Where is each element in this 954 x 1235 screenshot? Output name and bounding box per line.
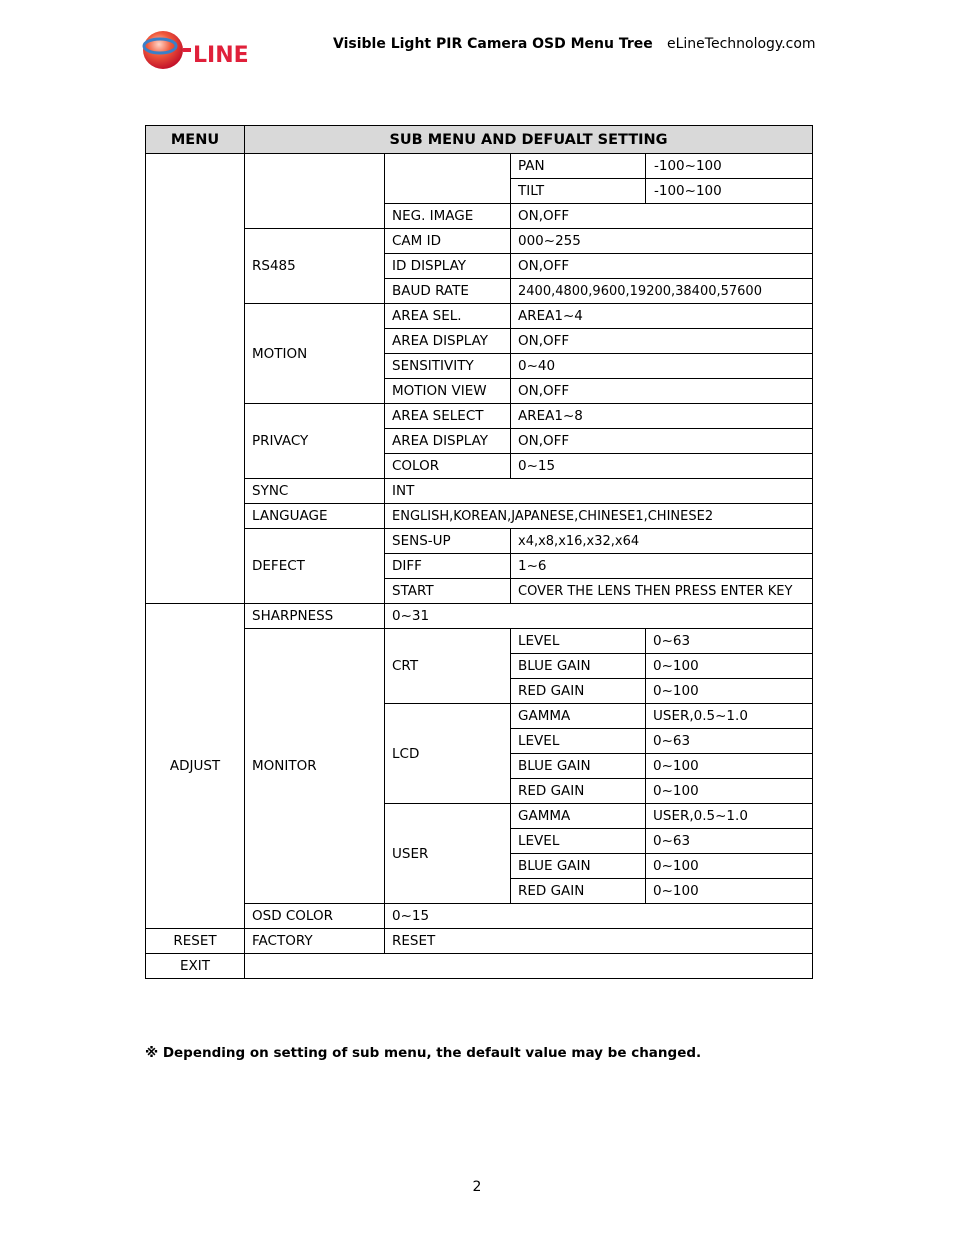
value-pan: -100~100 [646,154,813,179]
user-blue-gain-value: 0~100 [646,854,813,879]
item-start: START [385,579,511,604]
value-sensitivity: 0~40 [511,354,813,379]
value-sync: INT [385,479,813,504]
value-osd-color: 0~15 [385,904,813,929]
item-sensitivity: SENSITIVITY [385,354,511,379]
submenu-rs485: RS485 [245,229,385,304]
value-motion-view: ON,OFF [511,379,813,404]
user-gamma: GAMMA [511,804,646,829]
menu-exit: EXIT [146,954,245,979]
item-lcd: LCD [385,704,511,804]
value-cam-id: 000~255 [511,229,813,254]
crt-red-gain-value: 0~100 [646,679,813,704]
crt-level: LEVEL [511,629,646,654]
exit-cell-blank [245,954,813,979]
item-privacy-area-display: AREA DISPLAY [385,429,511,454]
table-row [146,629,813,654]
value-language: ENGLISH,KOREAN,JAPANESE,CHINESE1,CHINESE2 [385,504,813,529]
table-row [146,604,813,629]
item-motion-view: MOTION VIEW [385,379,511,404]
col-header-menu: MENU [146,126,245,154]
value-neg-image: ON,OFF [511,204,813,229]
item-cam-id: CAM ID [385,229,511,254]
value-diff: 1~6 [511,554,813,579]
table-row [146,504,813,529]
value-sens-up: x4,x8,x16,x32,x64 [511,529,813,554]
item-tilt: TILT [511,179,646,204]
submenu-factory: FACTORY [245,929,385,954]
eline-logo [141,28,249,74]
lcd-level: LEVEL [511,729,646,754]
sub2-cell-blank [385,154,511,204]
footnote: ※ Depending on setting of sub menu, the default value may be changed. [145,1045,702,1061]
submenu-cell-blank [245,154,385,229]
menu-reset: RESET [146,929,245,954]
table-row [146,154,813,179]
lcd-blue-gain-value: 0~100 [646,754,813,779]
item-baud-rate: BAUD RATE [385,279,511,304]
crt-red-gain: RED GAIN [511,679,646,704]
user-gamma-value: USER,0.5~1.0 [646,804,813,829]
submenu-privacy: PRIVACY [245,404,385,479]
value-area-sel: AREA1~4 [511,304,813,329]
table-row [146,904,813,929]
crt-level-value: 0~63 [646,629,813,654]
submenu-sync: SYNC [245,479,385,504]
table-header-row [146,126,813,154]
value-id-display: ON,OFF [511,254,813,279]
value-motion-area-display: ON,OFF [511,329,813,354]
item-sens-up: SENS-UP [385,529,511,554]
item-crt: CRT [385,629,511,704]
item-user: USER [385,804,511,904]
value-tilt: -100~100 [646,179,813,204]
item-neg-image: NEG. IMAGE [385,204,511,229]
osd-menu-table [145,125,813,979]
item-motion-area-display: AREA DISPLAY [385,329,511,354]
user-red-gain-value: 0~100 [646,879,813,904]
lcd-gamma-value: USER,0.5~1.0 [646,704,813,729]
value-sharpness: 0~31 [385,604,813,629]
item-color: COLOR [385,454,511,479]
item-diff: DIFF [385,554,511,579]
table-row [146,229,813,254]
document-title: Visible Light PIR Camera OSD Menu Tree [333,36,653,52]
svg-text:LINE: LINE [193,43,249,68]
submenu-language: LANGUAGE [245,504,385,529]
submenu-defect: DEFECT [245,529,385,604]
value-privacy-area-display: ON,OFF [511,429,813,454]
table-row [146,304,813,329]
item-area-sel: AREA SEL. [385,304,511,329]
page-number: 2 [472,1179,482,1195]
value-factory-reset: RESET [385,929,813,954]
table-row [146,954,813,979]
table-row [146,479,813,504]
crt-blue-gain: BLUE GAIN [511,654,646,679]
crt-blue-gain-value: 0~100 [646,654,813,679]
item-id-display: ID DISPLAY [385,254,511,279]
value-start: COVER THE LENS THEN PRESS ENTER KEY [511,579,813,604]
value-color: 0~15 [511,454,813,479]
lcd-red-gain: RED GAIN [511,779,646,804]
lcd-red-gain-value: 0~100 [646,779,813,804]
table-row [146,404,813,429]
submenu-monitor: MONITOR [245,629,385,904]
lcd-level-value: 0~63 [646,729,813,754]
menu-cell-blank [146,154,245,604]
value-baud-rate: 2400,4800,9600,19200,38400,57600 [511,279,813,304]
col-header-submenu: SUB MENU AND DEFUALT SETTING [245,126,813,154]
submenu-osd-color: OSD COLOR [245,904,385,929]
user-blue-gain: BLUE GAIN [511,854,646,879]
user-level: LEVEL [511,829,646,854]
user-red-gain: RED GAIN [511,879,646,904]
submenu-motion: MOTION [245,304,385,404]
value-area-select: AREA1~8 [511,404,813,429]
table-row [146,929,813,954]
user-level-value: 0~63 [646,829,813,854]
lcd-gamma: GAMMA [511,704,646,729]
submenu-sharpness: SHARPNESS [245,604,385,629]
website-link[interactable]: eLineTechnology.com [667,36,816,52]
lcd-blue-gain: BLUE GAIN [511,754,646,779]
table-row [146,529,813,554]
item-area-select: AREA SELECT [385,404,511,429]
menu-adjust: ADJUST [146,604,245,929]
item-pan: PAN [511,154,646,179]
